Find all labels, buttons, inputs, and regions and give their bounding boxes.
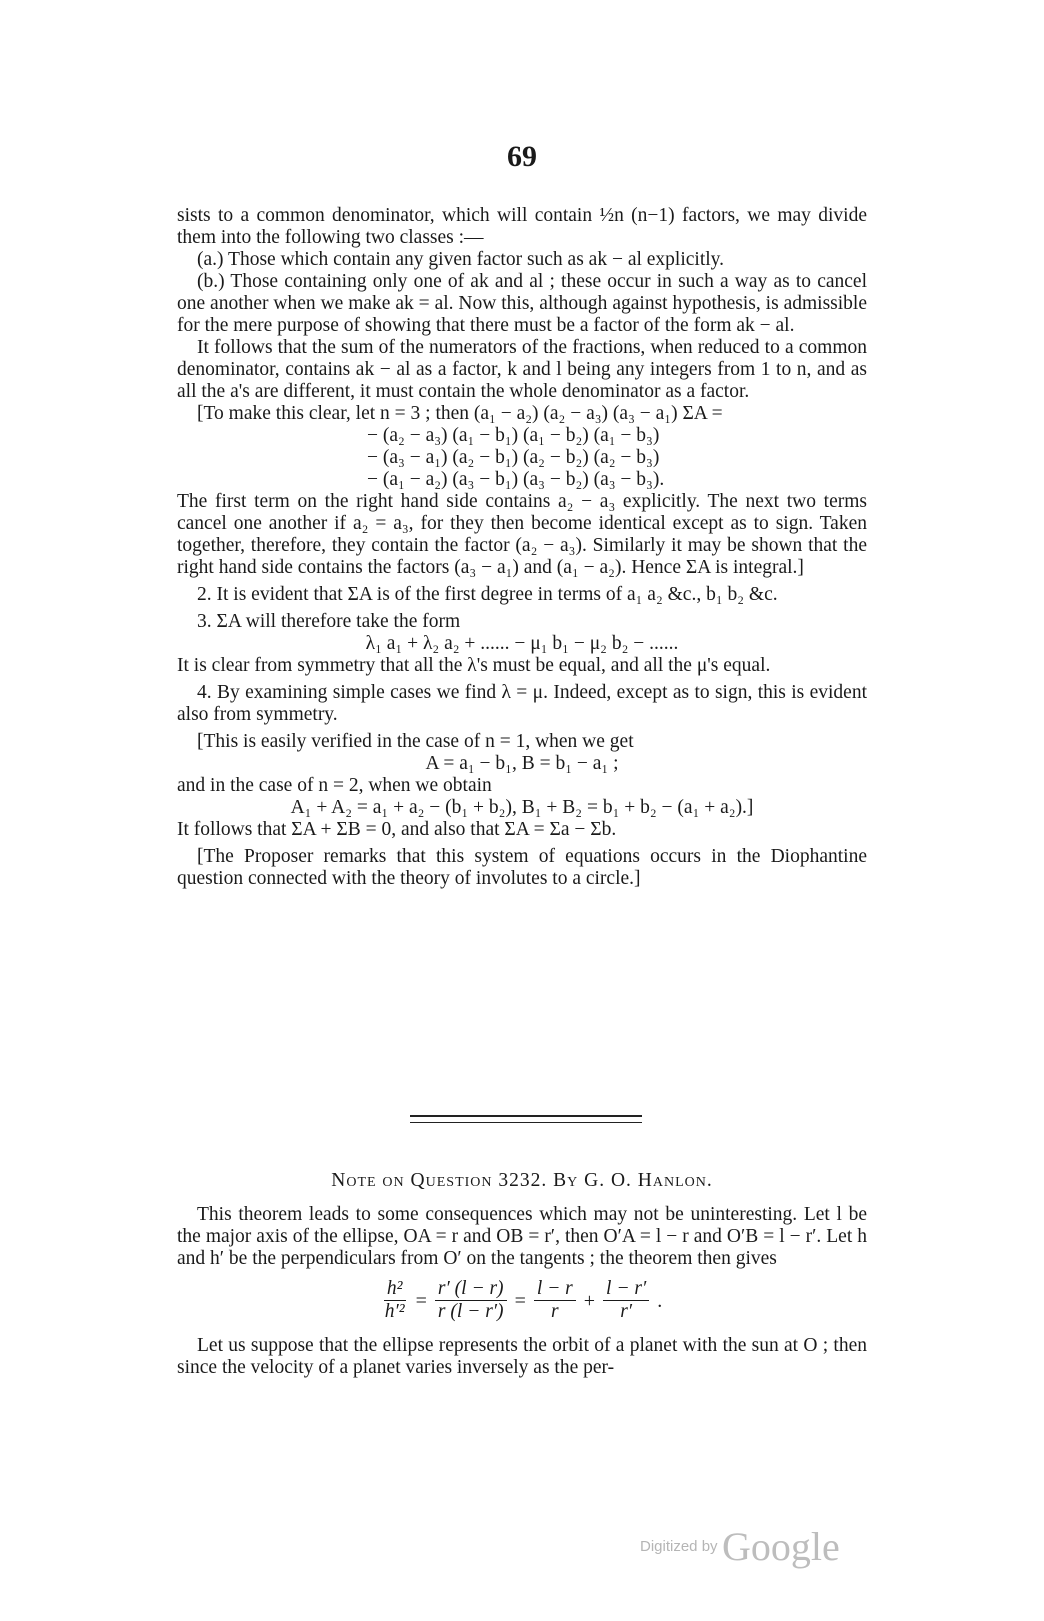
fraction-3 (534, 1278, 576, 1323)
body-paragraph: and in the case of n = 2, when we obtain (177, 775, 492, 796)
section-divider (410, 1115, 642, 1123)
body-paragraph: 4. By examining simple cases we find λ = μ. Indeed, except as to sign, this is evident also from symmetry. (177, 682, 867, 725)
body-paragraph: [This is easily verified in the case of n = 1, when we get (197, 731, 634, 752)
body-paragraph: 2. It is evident that ΣA is of the first degree in terms of a₁ a₂ &c., b₁ b₂ &c. (197, 584, 778, 605)
note-title: Note on Question 3232. By G. O. Hanlon. (331, 1170, 713, 1191)
fraction-1-denominator: h′² (384, 1301, 405, 1322)
equals-sign-2: = (514, 1289, 526, 1312)
equation-line: − (a₃ − a₁) (a₂ − b₁) (a₂ − b₂) (a₂ − b₃) (367, 447, 660, 468)
fraction-4-numerator: l − r′ (603, 1278, 649, 1301)
body-paragraph: (a.) Those which contain any given factor such as ak − al explicitly. (197, 249, 725, 270)
body-paragraph: [The Proposer remarks that this system of equations occurs in the Diophantine question connected with the theory of involutes to a circle.] (177, 846, 867, 889)
body-paragraph: 3. ΣA will therefore take the form (197, 611, 461, 632)
fraction-4-denominator: r′ (620, 1301, 633, 1322)
fraction-2 (435, 1278, 507, 1323)
equals-sign-1: = (415, 1289, 427, 1312)
formula-period: . (657, 1289, 663, 1312)
google-logo: Google (722, 1524, 840, 1569)
body-paragraph: It follows that ΣA + ΣB = 0, and also that ΣA = Σa − Σb. (177, 819, 617, 840)
note-paragraph-1: This theorem leads to some consequences which may not be uninteresting. Let l be the major axis of the ellipse, OA = r and OB = r′, then O′A = l − r and O′B = l − r′. Let h and h′ be the perpendiculars from O′ on the tangents ; the theorem then gives (177, 1204, 867, 1269)
body-paragraph: (b.) Those containing only one of ak and al ; these occur in such a way as to cancel one another when we make ak = al. Now this, although against hypothesis, is admissible for the mere purpose of showing that there must be a factor of the form ak − al. (177, 271, 867, 336)
formula (177, 1278, 867, 1323)
body-paragraph: sists to a common denominator, which will contain ½n (n−1) factors, we may divide them into the following two classes :— (177, 205, 867, 248)
fraction-3-denominator: r (551, 1301, 559, 1322)
note-paragraph-2: Let us suppose that the ellipse represents the orbit of a planet with the sun at O ; then since the velocity of a planet varies inversely as the per- (177, 1335, 867, 1378)
fraction-3-numerator: l − r (534, 1278, 576, 1301)
watermark-prefix: Digitized by (640, 1538, 718, 1555)
page-number: 69 (507, 140, 537, 173)
equation-line: λ₁ a₁ + λ₂ a₂ + ...... − μ₁ b₁ − μ₂ b₂ − ...... (365, 633, 679, 654)
plus-sign: + (583, 1289, 596, 1312)
equation-line: − (a₁ − a₂) (a₃ − b₁) (a₃ − b₂) (a₃ − b₃). (367, 469, 665, 490)
body-paragraph: It is clear from symmetry that all the λ's must be equal, and all the μ's equal. (177, 655, 771, 676)
fraction-1-numerator: h² (384, 1278, 406, 1301)
fraction-2-numerator: r′ (l − r) (435, 1278, 507, 1301)
equation-line: − (a₂ − a₃) (a₁ − b₁) (a₁ − b₂) (a₁ − b₃) (367, 425, 660, 446)
body-paragraph: It follows that the sum of the numerators of the fractions, when reduced to a common denominator, contains ak − al as a factor, k and l being any integers from 1 to n, and as all the a's are different, it must contain the whole denominator as a factor. (177, 337, 867, 402)
equation-line: A₁ + A₂ = a₁ + a₂ − (b₁ + b₂), B₁ + B₂ = b₁ + b₂ − (a₁ + a₂).] (290, 797, 754, 818)
google-watermark (640, 1523, 840, 1570)
note-section (177, 1170, 867, 1379)
body-text (177, 205, 867, 890)
equation-line: A = a₁ − b₁, B = b₁ − a₁ ; (425, 753, 619, 774)
fraction-2-denominator: r (l − r′) (437, 1301, 504, 1322)
fraction-1 (382, 1278, 408, 1323)
body-paragraph: [To make this clear, let n = 3 ; then (a₁ − a₂) (a₂ − a₃) (a₃ − a₁) ΣA = (197, 403, 723, 424)
body-paragraph: The first term on the right hand side contains a₂ − a₃ explicitly. The next two terms cancel one another if a₂ = a₃, for they then become identical except as to sign. Taken together, therefore, they contain the factor (a₂ − a₃). Similarly it may be shown that the right hand side contains the factors (a₃ − a₁) and (a₁ − a₂). Hence ΣA is integral.] (177, 491, 867, 578)
fraction-4 (603, 1278, 649, 1323)
